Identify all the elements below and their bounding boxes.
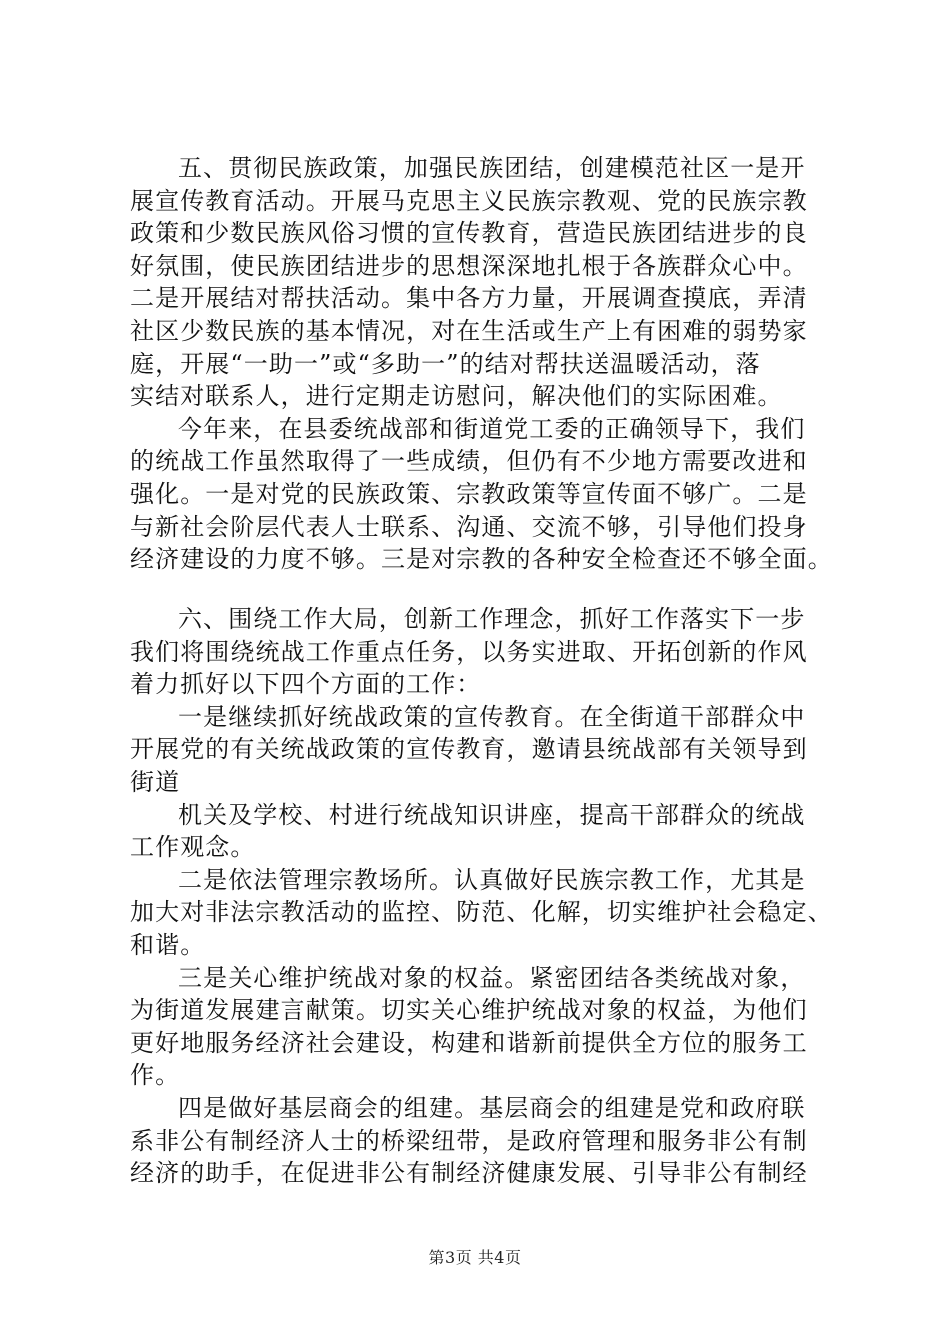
paragraph-line: 着力抓好以下四个方面的工作：	[130, 670, 482, 699]
paragraph-line: 六、围绕工作大局，创新工作理念，抓好工作落实下一步	[178, 605, 806, 633]
page-number-footer: 第3页 共4页	[428, 1248, 522, 1267]
paragraph-line: 街道	[130, 767, 181, 796]
paragraph-line: 经济的助手，在促进非公有制经济健康发展、引导非公有制经	[130, 1159, 808, 1188]
paragraph-line: 我们将围绕统战工作重点任务，以务实进取、开拓创新的作风	[130, 637, 808, 666]
paragraph-line: 工作观念。	[130, 833, 256, 862]
paragraph-line: 开展党的有关统战政策的宣传教育，邀请县统战部有关领导到	[130, 735, 808, 764]
section-six-block	[130, 603, 850, 1190]
paragraph-line: 庭，开展“一助一”或“多助一”的结对帮扶送温暖活动，落	[130, 349, 761, 378]
paragraph-line: 为街道发展建言献策。切实关心维护统战对象的权益，为他们	[130, 996, 808, 1025]
paragraph-line: 实结对联系人，进行定期走访慰问，解决他们的实际困难。	[130, 382, 783, 411]
paragraph-line: 今年来，在县委统战部和街道党工委的正确领导下，我们	[178, 414, 806, 443]
paragraph-line: 展宣传教育活动。开展马克思主义民族宗教观、党的民族宗教	[130, 186, 808, 215]
paragraph-line: 二是依法管理宗教场所。认真做好民族宗教工作，尤其是	[178, 865, 806, 894]
paragraph-line: 加大对非法宗教活动的监控、防范、化解，切实维护社会稳定、	[130, 898, 833, 927]
paragraph-line: 四是做好基层商会的组建。基层商会的组建是党和政府联	[178, 1093, 806, 1122]
paragraph-line: 一是继续抓好统战政策的宣传教育。在全街道干部群众中	[178, 702, 806, 731]
paragraph-line: 五、贯彻民族政策，加强民族团结，创建模范社区一是开	[178, 154, 806, 182]
section-five-block	[130, 152, 850, 576]
paragraph-line: 与新社会阶层代表人士联系、沟通、交流不够，引导他们投身	[130, 512, 808, 541]
paragraph-line: 二是开展结对帮扶活动。集中各方力量，开展调查摸底，弄清	[130, 284, 808, 313]
paragraph-line: 系非公有制经济人士的桥梁纽带，是政府管理和服务非公有制	[130, 1126, 808, 1155]
paragraph-line: 三是关心维护统战对象的权益。紧密团结各类统战对象，	[178, 963, 806, 992]
paragraph-line: 强化。一是对党的民族政策、宗教政策等宣传面不够广。二是	[130, 479, 808, 508]
paragraph-line: 政策和少数民族风俗习惯的宣传教育，营造民族团结进步的良	[130, 219, 808, 248]
paragraph-line: 作。	[130, 1061, 181, 1090]
paragraph-line: 社区少数民族的基本情况，对在生活或生产上有困难的弱势家	[130, 316, 808, 345]
paragraph-line: 经济建设的力度不够。三是对宗教的各种安全检查还不够全面。	[130, 545, 833, 574]
paragraph-line: 好氛围，使民族团结进步的思想深深地扎根于各族群众心中。	[130, 251, 808, 280]
paragraph-line: 更好地服务经济社会建设，构建和谐新前提供全方位的服务工	[130, 1028, 808, 1057]
paragraph-line: 机关及学校、村进行统战知识讲座，提高干部群众的统战	[178, 800, 806, 829]
paragraph-line: 的统战工作虽然取得了一些成绩，但仍有不少地方需要改进和	[130, 447, 808, 476]
paragraph-line: 和谐。	[130, 930, 206, 959]
